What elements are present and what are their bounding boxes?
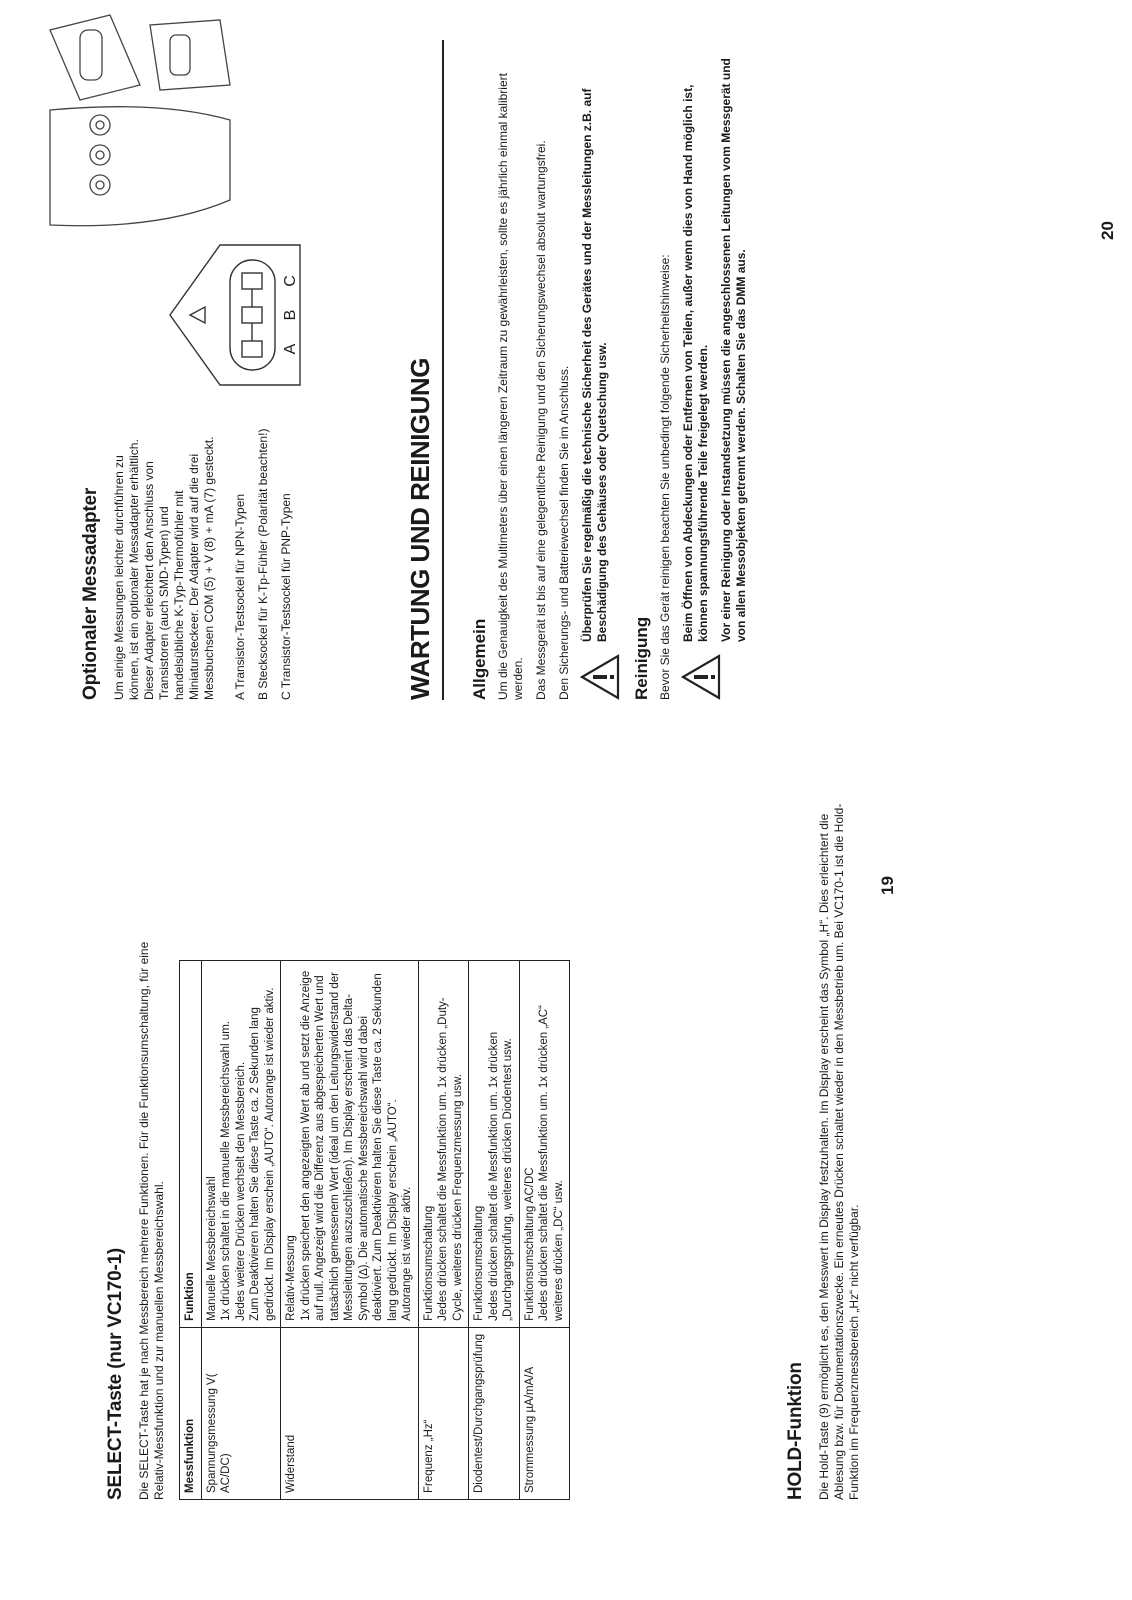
- select-title: SELECT-Taste (nur VC170-1): [105, 1247, 126, 1500]
- reinigung-title: Reinigung: [632, 616, 651, 700]
- table-row: [519, 961, 570, 1500]
- hold-section: [785, 800, 870, 1500]
- funktion-line: Jedes drücken schaltet die Messfunktion um. 1x drücken „AC“ weiteres drücken „DC“ usw.: [538, 1005, 565, 1321]
- funktion-line: Jedes drücken schaltet die Messfunktion um. 1x drücken „Duty-Cycle, weiteres drücken Frequenzmessung usw.: [437, 997, 464, 1321]
- warning-1-text: Überprüfen Sie regelmäßig die technische Sicherheit des Gerätes und der Messleitungen z.B. auf Beschädigung des Gehäuses oder Quetschung usw.: [580, 88, 609, 642]
- funktion-line: Autorange ist wieder aktiv.: [401, 1186, 413, 1321]
- allgemein-paragraph: Das Messgerät ist bis auf eine gelegentliche Reinigung und den Sicherungswechsel absolut wartungsfrei.: [534, 140, 548, 700]
- table-cell-funktion: [469, 961, 520, 1328]
- table-cell-messfunktion: Widerstand: [281, 1327, 419, 1499]
- table-row: [469, 961, 520, 1500]
- figure-label-c: C: [282, 275, 299, 287]
- table-header-funktion: Funktion: [180, 961, 202, 1328]
- table-cell-messfunktion: Spannungsmessung V( AC/DC): [201, 1327, 281, 1499]
- adapter-item-a: A Transistor-Testsockel für NPN-Typen: [233, 493, 247, 700]
- allgemein-paragraph: Den Sicherungs- und Batteriewechsel finden Sie im Anschluss.: [557, 365, 571, 700]
- funktion-line: Jedes drücken schaltet die Messfunktion um. 1x drücken „Durchgangsprüfung, weiteres drücken Diodentest usw.: [487, 1031, 514, 1321]
- adapter-text: Um einige Messungen leichter durchführen zu können, ist ein optionaler Messadapter erhältlich. Dieser Adapter erleichtert den Anschluss von Transistoren (auch SMD-Typen) und handelsübliche K-Typ-Thermofühler mit Miniatursteckeer. Der Adapter wird auf die drei Messbuchsen COM (5) + V (8) + mA (7) gesteckt.: [112, 436, 216, 700]
- funktion-line: Funktionsumschaltung: [473, 1205, 485, 1321]
- table-cell-funktion: [201, 961, 281, 1328]
- table-cell-funktion: [281, 961, 419, 1328]
- table-cell-messfunktion: Frequenz „Hz“: [418, 1327, 469, 1499]
- funktion-line: Funktionsumschaltung: [422, 1205, 435, 1321]
- table-cell-funktion: [519, 961, 570, 1328]
- warning-triangle-icon: [580, 654, 620, 700]
- table-header-row: [180, 961, 202, 1500]
- funktion-line: 1x drücken speichert den angezeigten Wert ab und setzt die Anzeige auf null. Angezeigt wird die Differenz aus abgespeicherten Wert und tatsächlich gemessenem Wert (ideal um den Leitungswiderstand der Messleitungen auszuschließen). Im Display erscheint das Delta-Symbol (∆). Die automatische Messbereichswahl wird dabei deaktiviert. Zum Deaktivieren halten Sie diese Taste ca. 2 Sekunden lang gedrückt. Im Display erschein „AUTO“.: [299, 970, 399, 1321]
- maintenance-section: [405, 40, 769, 700]
- select-intro: Die SELECT-Taste hat je nach Messbereich mehrere Funktionen. Für die Funktionsumschaltung, für eine Relativ-Messfunktion und zur manuellen Messbereichswahl.: [137, 941, 166, 1500]
- page-19: [0, 800, 1132, 1600]
- warning-triangle-icon: [681, 654, 721, 700]
- funktion-line: Funktionsumschaltung AC/DC: [523, 1167, 536, 1321]
- table-row: [281, 961, 419, 1500]
- adapter-title: Optionaler Messadapter: [80, 487, 101, 700]
- table-cell-messfunktion: Strommessung µA/mA/A: [519, 1327, 570, 1499]
- funktion-line: Jedes weitere Drücken wechselt den Messbereich.: [234, 1061, 247, 1321]
- warning-text: [681, 40, 757, 642]
- adapter-illustration: [150, 235, 320, 405]
- safety-warning-1: [580, 40, 620, 700]
- adapter-item-c: C Transistor-Testsockel für PNP-Typen: [279, 493, 293, 700]
- select-function-table: [179, 960, 570, 1500]
- warning-2-text: Vor einer Reinigung oder Instandsetzung müssen die angeschlossenen Leitungen vom Messgerät und von allen Messobjekten getrennt werden. Schalten Sie das DMM aus.: [719, 58, 748, 642]
- funktion-line: Zum Deaktivieren halten Sie diese Taste ca. 2 Sekunden lang gedrückt. Im Display erschein „AUTO“. Autorange ist wieder aktiv.: [249, 987, 276, 1321]
- table-header-messfunktion: Messfunktion: [180, 1327, 202, 1499]
- table-row: [418, 961, 469, 1500]
- funktion-line: Manuelle Messbereichswahl: [205, 1176, 218, 1321]
- figure-label-a: A: [282, 343, 299, 355]
- table-cell-messfunktion: Diodentest/Durchgangsprüfung: [469, 1327, 520, 1499]
- warning-2-text: Beim Öffnen von Abdeckungen oder Entfernen von Teilen, außer wenn dies von Hand möglich ist, können spannungsführende Teile freigelegt werden.: [681, 84, 710, 642]
- funktion-line: Relativ-Messung: [285, 1235, 297, 1321]
- allgemein-paragraph: Um die Genauigkeit des Multimeters über einen längeren Zeitraum zu gewährleisten, sollte es jährlich einmal kalibriert werden.: [496, 73, 525, 700]
- adapter-section: [80, 425, 302, 700]
- page-number: 20: [1098, 221, 1117, 240]
- select-section: [105, 940, 570, 1500]
- page-number: 19: [878, 876, 897, 895]
- adapter-item-b: B Stecksockel für K-Tp-Fühler (Polarität beachten!): [256, 428, 270, 700]
- safety-warning-2: [681, 40, 757, 700]
- table-cell-funktion: [418, 961, 469, 1328]
- funktion-line: 1x drücken schaltet in die manuelle Messbereichswahl um.: [220, 1021, 232, 1321]
- hold-text: Die Hold-Taste (9) ermöglicht es, den Messwert im Display festzuhalten. Im Display erscheint das Symbol „H“. Dies erleichtert die Ablesung bzw. für Dokumentationszwecke. Ein erneutes Drücken schaltet wieder in den Messbetrieb um. Bei VC170-1 ist die Hold-Funktion im Frequenzmessbereich „Hz“ nicht verfügbar.: [817, 803, 861, 1500]
- warning-text: [580, 40, 618, 642]
- reinigung-text: Bevor Sie das Gerät reinigen beachten Sie unbedingt folgende Sicherheitshinweise:: [658, 254, 672, 700]
- maintenance-title: WARTUNG UND REINIGUNG: [405, 40, 444, 700]
- allgemein-title: Allgemein: [470, 618, 489, 700]
- hold-title: HOLD-Funktion: [785, 1362, 806, 1500]
- multimeter-illustration: [40, 10, 240, 240]
- table-row: [201, 961, 281, 1500]
- figure-label-b: B: [282, 309, 299, 321]
